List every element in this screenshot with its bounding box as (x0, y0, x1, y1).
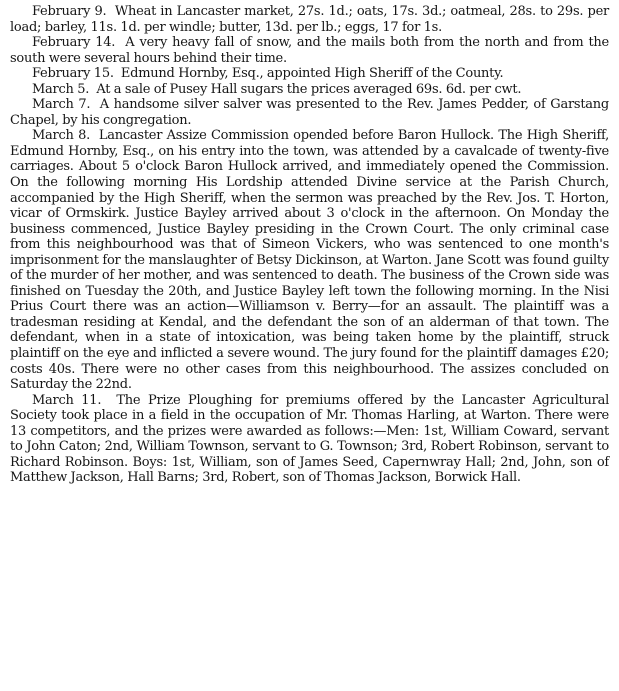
entry-date: March 11. (32, 392, 102, 408)
entry-february-15 (10, 66, 609, 82)
entry-february-14 (10, 35, 609, 66)
entry-text: A handsome silver salver was presented to the Rev. James Pedder, of Garstang Chapel, by his congregation. (10, 97, 609, 128)
entry-march-5 (10, 82, 609, 98)
entry-date: February 14. (32, 35, 116, 51)
entry-march-11 (10, 393, 609, 486)
entry-february-9 (10, 4, 609, 35)
entry-text: A very heavy fall of snow, and the mails both from the north and from the south were several hours behind their time. (10, 35, 609, 66)
entry-march-8 (10, 128, 609, 392)
entry-date: February 9. (32, 4, 107, 19)
entry-march-7 (10, 97, 609, 128)
entry-date: March 7. (32, 97, 91, 113)
document-page (10, 4, 609, 486)
entry-text: Wheat in Lancaster market, 27s. 1d.; oats, 17s. 3d.; oatmeal, 28s. to 29s. per load; barley, 11s. 1d. per windle; butter, 13d. per lb.; eggs, 17 for 1s. (10, 4, 609, 35)
entry-date: March 5. (32, 81, 90, 97)
entry-text: At a sale of Pusey Hall sugars the prices averaged 69s. 6d. per cwt. (96, 81, 522, 97)
entry-date: March 8. (32, 128, 91, 144)
entry-text: Lancaster Assize Commission opended before Baron Hullock. The High Sheriff, Edmund Hornby, Esq., on his entry into the town, was attended by a cavalcade of twenty-five carriages. About 5 o'clock Baron Hullock arrived, and immediately opened the Commission. On the following morning His Lordship attended Divine service at the Parish Church, accompanied by the High Sheriff, when the sermon was preached by the Rev. Jos. T. Horton, vicar of Ormskirk. Justice Bayley arrived about 3 o'clock in the afternoon. On Monday the business commenced, Justice Bayley presiding in the Crown Court. The only criminal case from this neighbourhood was that of Simeon Vickers, who was sentenced to one month's imprisonment for the manslaughter of Betsy Dickinson, at Warton. Jane Scott was found guilty of the murder of her mother, and was sentenced to death. The business of the Crown side was finished on Tuesday the 20th, and Justice Bayley left town the following morning. In the Nisi Prius Court there was an action—Williamson v. Berry—for an assault. The plaintiff was a tradesman residing at Kendal, and the defendant the son of an alderman of that town. The defendant, when in a state of intoxication, was being taken home by the plaintiff, struck plaintiff on the eye and inflicted a severe wound. The jury found for the plaintiff damages £20; costs 40s. There were no other cases from this neighbourhood. The assizes concluded on Saturday the 22nd. (10, 128, 609, 393)
entry-text: Edmund Hornby, Esq., appointed High Sheriff of the County. (120, 66, 504, 82)
entry-text: The Prize Ploughing for premiums offered by the Lancaster Agricultural Society took place in a field in the occupation of Mr. Thomas Harling, at Warton. There were 13 competitors, and the prizes were awarded as follows:—Men: 1st, William Coward, servant to John Caton; 2nd, William Townson, servant to G. Townson; 3rd, Robert Robinson, servant to Richard Robinson. Boys: 1st, William, son of James Seed, Capernwray Hall; 2nd, John, son of Matthew Jackson, Hall Barns; 3rd, Robert, son of Thomas Jackson, Borwick Hall. (10, 392, 609, 486)
entry-date: February 15. (32, 66, 114, 82)
